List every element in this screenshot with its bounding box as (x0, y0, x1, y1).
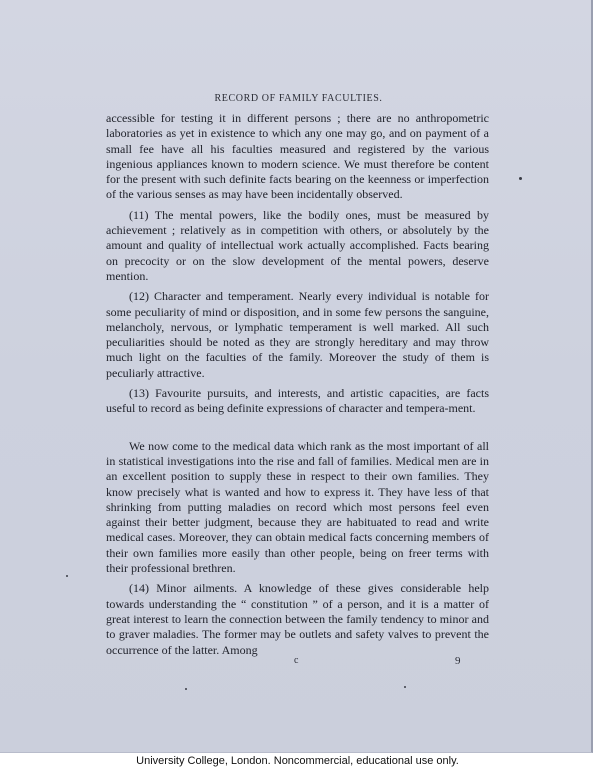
paragraph-mental-powers: (11) The mental powers, like the bodily ones, must be measured by achievement ; relatively as in competition with others, or absolutely by the amount and quality of intellectual work actually accomplished. Facts bearing on precocity or on the slow development of the mental powers, deserve mention. (106, 207, 489, 283)
ink-speck (66, 575, 68, 577)
body-text (106, 111, 489, 658)
paragraph-senses: accessible for testing it in different persons ; there are no anthropometric laboratories as yet in existence to which any one may go, and on payment of a small fee have all his faculties measured and registered by the various ingenious appliances known to modern science. We must therefore be content for the present with such definite facts bearing on the keenness or imperfection of the various senses as may have been incidentally observed. (106, 111, 489, 202)
paragraph-minor-ailments: (14) Minor ailments. A knowledge of these gives considerable help towards understanding the “ constitution ” of a person, and it is a matter of great interest to learn the connection between the family tendency to minor and to graver maladies. The former may be outlets and safety valves to prevent the occurrence of the latter. Among (106, 581, 489, 657)
running-head: RECORD OF FAMILY FACULTIES. (214, 93, 383, 104)
signature-mark: c (294, 655, 299, 666)
section-gap (106, 417, 489, 439)
ink-speck (519, 177, 522, 180)
watermark-footer: University College, London. Noncommercial, educational use only. (136, 755, 459, 767)
paragraph-character: (12) Character and temperament. Nearly every individual is notable for some peculiarity of mind or disposition, and in some few persons the sanguine, melancholy, nervous, or lymphatic temperament is well marked. All such peculiarities should be noted as they are strongly hereditary and may throw much light on the faculties of the family. Moreover the study of them is peculiarly attractive. (106, 289, 489, 380)
page-number: 9 (455, 655, 461, 667)
paragraph-pursuits: (13) Favourite pursuits, and interests, and artistic capacities, are facts useful to record as being definite expressions of character and tempera-ment. (106, 386, 489, 416)
paragraph-medical-data: We now come to the medical data which rank as the most important of all in statistical investigations into the rise and fall of families. Medical men are in an excellent position to supply these in respect to their own families. They know precisely what is wanted and how to express it. They have less of that shrinking from putting maladies on record which most persons feel even against their better judgment, because they are habituated to read and write medical cases. Moreover, they can obtain medical facts concerning members of their own families more easily than other people, being on freer terms with their professional brethren. (106, 438, 489, 576)
ink-speck (185, 688, 187, 690)
ink-speck (404, 686, 406, 688)
